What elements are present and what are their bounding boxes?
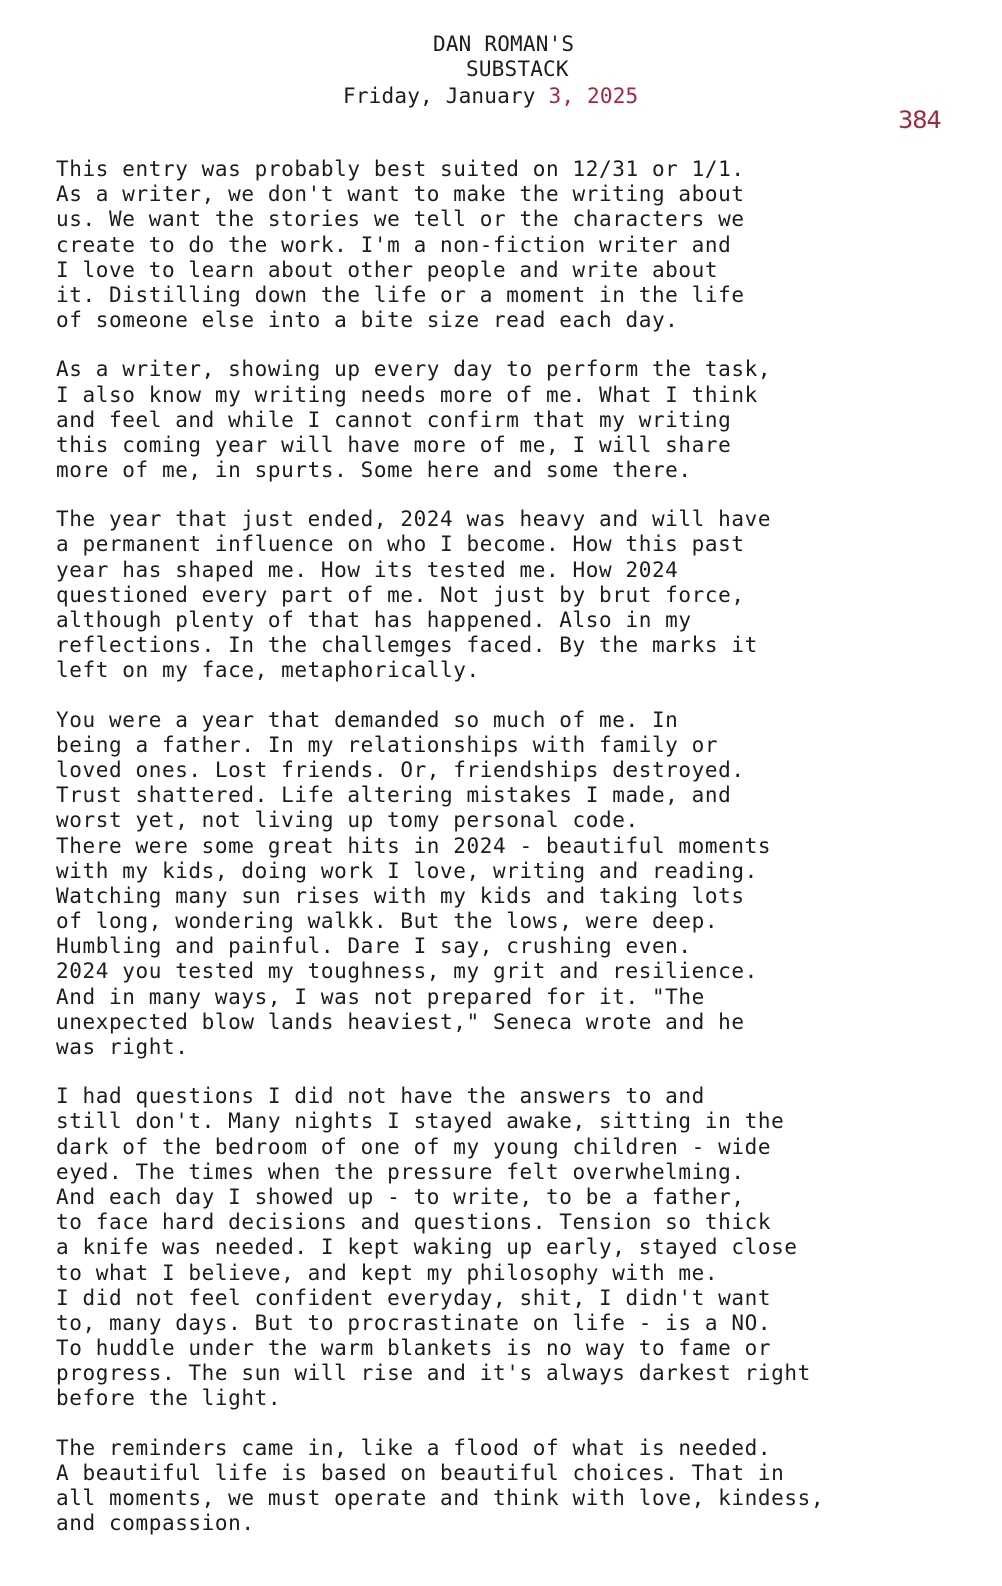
paragraph <box>56 1084 956 1411</box>
header-title-line1: DAN ROMAN'S <box>433 32 575 56</box>
text-line: And in many ways, I was not prepared for it. "The <box>56 984 705 1009</box>
text-line: and compassion. <box>56 1511 255 1536</box>
text-line: a knife was needed. I kept waking up early, stayed close <box>56 1235 798 1260</box>
text-line: this coming year will have more of me, I will share <box>56 432 732 457</box>
text-line: A beautiful life is based on beautiful choices. That in <box>56 1460 785 1485</box>
text-line: eyed. The times when the pressure felt overwhelming. <box>56 1159 745 1184</box>
page-number: 384 <box>898 106 941 134</box>
text-line: As a writer, we don't want to make the writing about <box>56 182 745 207</box>
text-line: and feel and while I cannot confirm that my writing <box>56 407 732 432</box>
text-line: year has shaped me. How its tested me. How 2024 <box>56 557 679 582</box>
text-line: There were some great hits in 2024 - beautiful moments <box>56 833 772 858</box>
text-line: with my kids, doing work I love, writing and reading. <box>56 858 758 883</box>
text-line: I also know my writing needs more of me. What I think <box>56 382 758 407</box>
header-date <box>343 82 638 110</box>
text-line: I love to learn about other people and write about <box>56 257 719 282</box>
text-line: more of me, in spurts. Some here and some there. <box>56 458 692 483</box>
text-line: to, many days. But to procrastinate on life - is a NO. <box>56 1310 772 1335</box>
text-line: 2024 you tested my toughness, my grit and resilience. <box>56 959 758 984</box>
text-line: reflections. In the challemges faced. By the marks it <box>56 633 758 658</box>
text-line: You were a year that demanded so much of me. In <box>56 707 679 732</box>
text-line: questioned every part of me. Not just by brut force, <box>56 582 745 607</box>
text-line: progress. The sun will rise and it's always darkest right <box>56 1361 811 1386</box>
header-title-line2: SUBSTACK <box>466 57 569 81</box>
header-date-prefix: Friday, January <box>343 84 549 108</box>
text-line: being a father. In my relationships with family or <box>56 732 719 757</box>
text-line: create to do the work. I'm a non-fiction writer and <box>56 232 732 257</box>
text-line: it. Distilling down the life or a moment in the life <box>56 282 745 307</box>
text-line: The reminders came in, like a flood of what is needed. <box>56 1435 772 1460</box>
text-line: to what I believe, and kept my philosophy with me. <box>56 1260 719 1285</box>
text-line: although plenty of that has happened. Also in my <box>56 608 692 632</box>
paragraph <box>56 708 956 1061</box>
text-line: us. We want the stories we tell or the characters we <box>56 207 745 232</box>
paragraph <box>56 357 956 483</box>
text-line: all moments, we must operate and think with love, kindess, <box>56 1486 825 1510</box>
paragraph <box>56 1436 956 1537</box>
text-line: The year that just ended, 2024 was heavy and will have <box>56 507 772 532</box>
text-line: I did not feel confident everyday, shit, I didn't want <box>56 1285 772 1310</box>
text-line: I had questions I did not have the answers to and <box>56 1084 705 1109</box>
text-line: of long, wondering walkk. But the lows, were deep. <box>56 909 719 934</box>
document-body <box>56 157 956 1560</box>
text-line: dark of the bedroom of one of my young children - wide <box>56 1134 772 1159</box>
text-line: This entry was probably best suited on 12/31 or 1/1. <box>56 157 745 181</box>
text-line: Humbling and painful. Dare I say, crushing even. <box>56 934 692 959</box>
text-line: was right. <box>56 1035 189 1059</box>
text-line: Watching many sun rises with my kids and taking lots <box>56 883 745 908</box>
text-line: to face hard decisions and questions. Tension so thick <box>56 1210 772 1235</box>
text-line: still don't. Many nights I stayed awake, sitting in the <box>56 1109 785 1134</box>
text-line: Trust shattered. Life altering mistakes I made, and <box>56 783 732 808</box>
text-line: To huddle under the warm blankets is no way to fame or <box>56 1336 772 1361</box>
text-line: worst yet, not living up tomy personal code. <box>56 808 639 833</box>
paragraph <box>56 157 956 333</box>
text-line: of someone else into a bite size read each day. <box>56 308 679 333</box>
paragraph <box>56 507 956 683</box>
text-line: loved ones. Lost friends. Or, friendships destroyed. <box>56 757 745 782</box>
text-line: left on my face, metaphorically. <box>56 658 480 683</box>
header-date-handwritten: 3, 2025 <box>548 84 639 108</box>
text-line: As a writer, showing up every day to perform the task, <box>56 357 772 382</box>
text-line: unexpected blow lands heaviest," Seneca wrote and he <box>56 1009 745 1034</box>
text-line: And each day I showed up - to write, to be a father, <box>56 1184 745 1209</box>
text-line: before the light. <box>56 1386 282 1411</box>
text-line: a permanent influence on who I become. How this past <box>56 532 745 557</box>
